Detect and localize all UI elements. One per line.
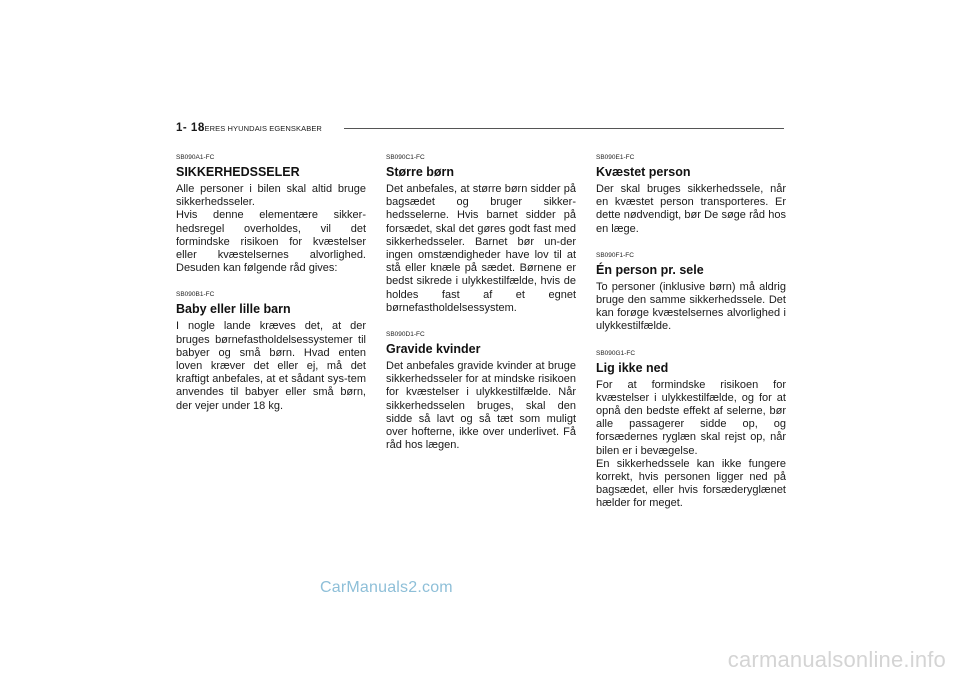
section-title: Lig ikke ned <box>596 360 669 375</box>
section-pregnant <box>386 331 576 452</box>
section-body: Det anbefales, at større børn sidder på bagsædet og bruger sikker-hedsselerne. Hvis barnet sidder på forsædet, skal det gøres godt fast med sikkerhedsseler. Barnet bør un-der ingen omstændigheder have lov til at stå eller knæle på sædet. Børnene er bedst sikrede i ulykkestilfælde, hvis de holdes fast af et egnet børnefastholdelsessystem. <box>386 183 576 314</box>
section-body: Alle personer i bilen skal altid bruge sikkerhedsseler. Hvis denne elementære sikker-hedsregel overholdes, vil det formindske risikoen for kvæstelser eller kvæstelsernes alvorlighed. Desuden kan følgende råd gives: <box>176 183 366 275</box>
section-one-person <box>596 252 786 334</box>
section-do-not-lie-down <box>596 350 786 511</box>
section-body: For at formindske risikoen for kvæstelser i ulykkestilfælde, og for at opnå den bedste effekt af selerne, bør alle passagerer sidde op, og forsædernes ryglæn skal rejst op, når bilen er i bevægelse. En sikkerhedssele kan ikke fungere korrekt, hvis personen ligger ned på bagsædet, eller hvis forsæderyglænet hælder for meget. <box>596 378 786 510</box>
watermark-carmanualsonline[interactable]: carmanualsonline.info <box>727 647 946 672</box>
section-code: SB090F1-FC <box>596 251 634 259</box>
section-code: SB090B1-FC <box>176 291 215 299</box>
page-header <box>176 122 784 138</box>
section-injured <box>596 154 786 236</box>
section-body: I nogle lande kræves det, at der bruges børnefastholdelsessystemer til babyer og små børn. Hvad enten loven kræver det eller ej, må det kraftigt anbefales, at et sådant sys-tem anvendes til babyer eller små børn, der vejer under 18 kg. <box>176 320 366 412</box>
section-code: SB090D1-FC <box>386 331 425 339</box>
section-code: SB090C1-FC <box>386 154 425 161</box>
section-title: SIKKERHEDSSELER <box>176 165 300 179</box>
section-title: Kvæstet person <box>596 165 691 179</box>
section-body: Der skal bruges sikkerhedsselе, når en kvæstet person transporteres. Er dette nødvendigt, bør De søge råd hos en læge. <box>596 183 786 235</box>
header-rule <box>344 128 784 129</box>
section-title: Baby eller lille barn <box>176 302 291 317</box>
section-code: SB090G1-FC <box>596 349 636 357</box>
section-body: Det anbefales gravide kvinder at bruge sikkerhedsseler for at mindske risikoen for kvæstelser i ulykkestilfælde. Når sikkerhedsselen bruges, skal den sidde så lavt og så tæt som muligt over hofterne, ikke over underlivet. Få råd hos lægen. <box>386 360 576 452</box>
column-2 <box>386 154 576 468</box>
section-seatbelts <box>176 154 366 275</box>
section-title: Gravide kvinder <box>386 342 481 357</box>
page-number: 1- 18 <box>176 122 205 134</box>
column-3 <box>596 154 786 527</box>
section-baby <box>176 291 366 412</box>
section-code: SB090E1-FC <box>596 154 635 161</box>
section-body: To personer (inklusive børn) må aldrig bruge den samme sikkerhedssele. Det kan forøge kvæstelsernes alvorlighed i ulykkestilfælde. <box>596 280 786 333</box>
column-1 <box>176 154 366 429</box>
chapter-title: DERES HYUNDAIS EGENSKABER <box>199 124 322 133</box>
section-older-children <box>386 154 576 315</box>
section-code: SB090A1-FC <box>176 154 215 161</box>
section-title: Én person pr. sele <box>596 262 704 277</box>
section-title: Større børn <box>386 165 455 179</box>
watermark-carmanuals2[interactable]: CarManuals2.com <box>320 579 453 596</box>
